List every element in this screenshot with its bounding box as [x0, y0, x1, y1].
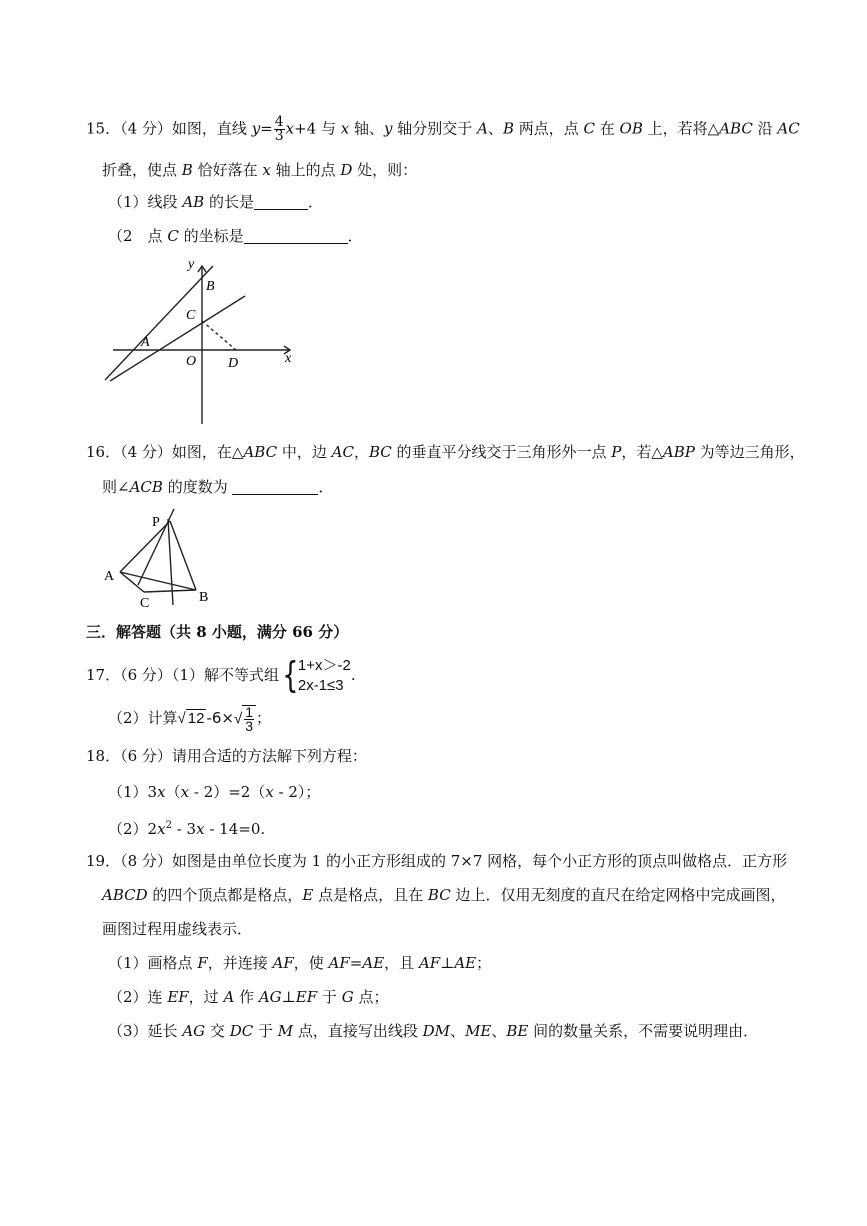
q19-step3: （3）延长 AG 交 DC 于 M 点，直接写出线段 DM、ME、BE 间的数量关系，不需要说明理由． — [108, 1022, 759, 1040]
q17-part2: （2）计算√ 12 -6×√ $\frac{1}{3}$ ； — [108, 704, 272, 735]
q19-step2: （2）连 EF，过 A 作 AG⊥EF 于 G 点； — [108, 988, 389, 1006]
q15-line2: 折叠，使点 B 恰好落在 x 轴上的点 D 处，则： — [102, 161, 418, 179]
q15-part1: （1）线段 AB 的长是 ． — [108, 193, 323, 211]
dashed-CD — [202, 321, 236, 350]
q18-eq1: （1）3x（x - 2）=2（x - 2）； — [108, 783, 321, 801]
side-PA — [120, 521, 170, 572]
line-AC — [110, 296, 245, 381]
side-CB — [144, 590, 196, 592]
label-x: x — [285, 351, 292, 366]
line-AB — [105, 266, 213, 380]
q16-figure — [98, 505, 228, 615]
answer-blank[interactable] — [232, 478, 318, 495]
label-P: P — [152, 515, 160, 530]
q15-figure — [95, 252, 305, 430]
label-A: A — [104, 569, 115, 584]
sqrt-one-third: √ $\frac{1}{3}$ — [234, 705, 256, 734]
perp-bisector-BC — [168, 519, 173, 605]
q19-step1: （1）画格点 F，并连接 AF，使 AF=AE，且 AF⊥AE； — [108, 954, 492, 972]
label-A: A — [141, 335, 150, 350]
side-PB — [170, 521, 196, 590]
q17-part1: 17．（6 分）（1）解不等式组{ 1+x＞-2 2x-1≤3 . — [86, 655, 356, 696]
label-D: D — [228, 356, 239, 371]
answer-blank[interactable] — [244, 227, 348, 244]
q19-line2: ABCD 的四个顶点都是格点，E 点是格点，且在 BC 边上．仅用无刻度的直尺在给定网格中完成画图， — [102, 886, 786, 904]
q19-line1: 19．（8 分）如图是由单位长度为 1 的小正方形组成的 7×7 网格，每个小正方形的顶点叫做格点．正方形 — [86, 852, 788, 870]
q19-line3: 画图过程用虚线表示． — [102, 920, 253, 938]
q16-line1: 16．（4 分）如图，在△ABC 中，边 AC，BC 的垂直平分线交于三角形外一点 P，若△ABP 为等边三角形， — [86, 443, 805, 461]
q18-line1: 18．（6 分）请用合适的方法解下列方程： — [86, 747, 367, 765]
label-C: C — [140, 596, 150, 611]
label-C: C — [186, 308, 196, 323]
q18-eq2: $(2)2x^2 - 3x - 14=0$. — [108, 820, 266, 838]
answer-blank[interactable] — [254, 193, 308, 210]
section-heading: 三．解答题（共 8 小题，满分 66 分） — [86, 623, 349, 641]
label-y: y — [188, 257, 195, 272]
label-B: B — [206, 279, 215, 294]
q15-part2: （2 点 C 的坐标是 ． — [108, 227, 363, 245]
q15-line1: 15．（4 分）如图，直线 y= $\frac{4}{3}$ x+4 与 x 轴、y 轴分别交于 A、B 两点，点 C 在 OB 上，若将△ABC 沿 AC — [86, 114, 800, 144]
inequality-system: 1+x＞-2 2x-1≤3 — [297, 657, 351, 694]
q16-line2: 则∠ACB 的度数为 ． — [102, 478, 334, 496]
sqrt-12: √ 12 — [177, 710, 205, 727]
label-O: O — [186, 354, 197, 369]
label-B: B — [199, 590, 209, 605]
brace-icon: { — [282, 655, 299, 696]
fraction-4-3: $\frac{4}{3}$ — [274, 114, 284, 144]
